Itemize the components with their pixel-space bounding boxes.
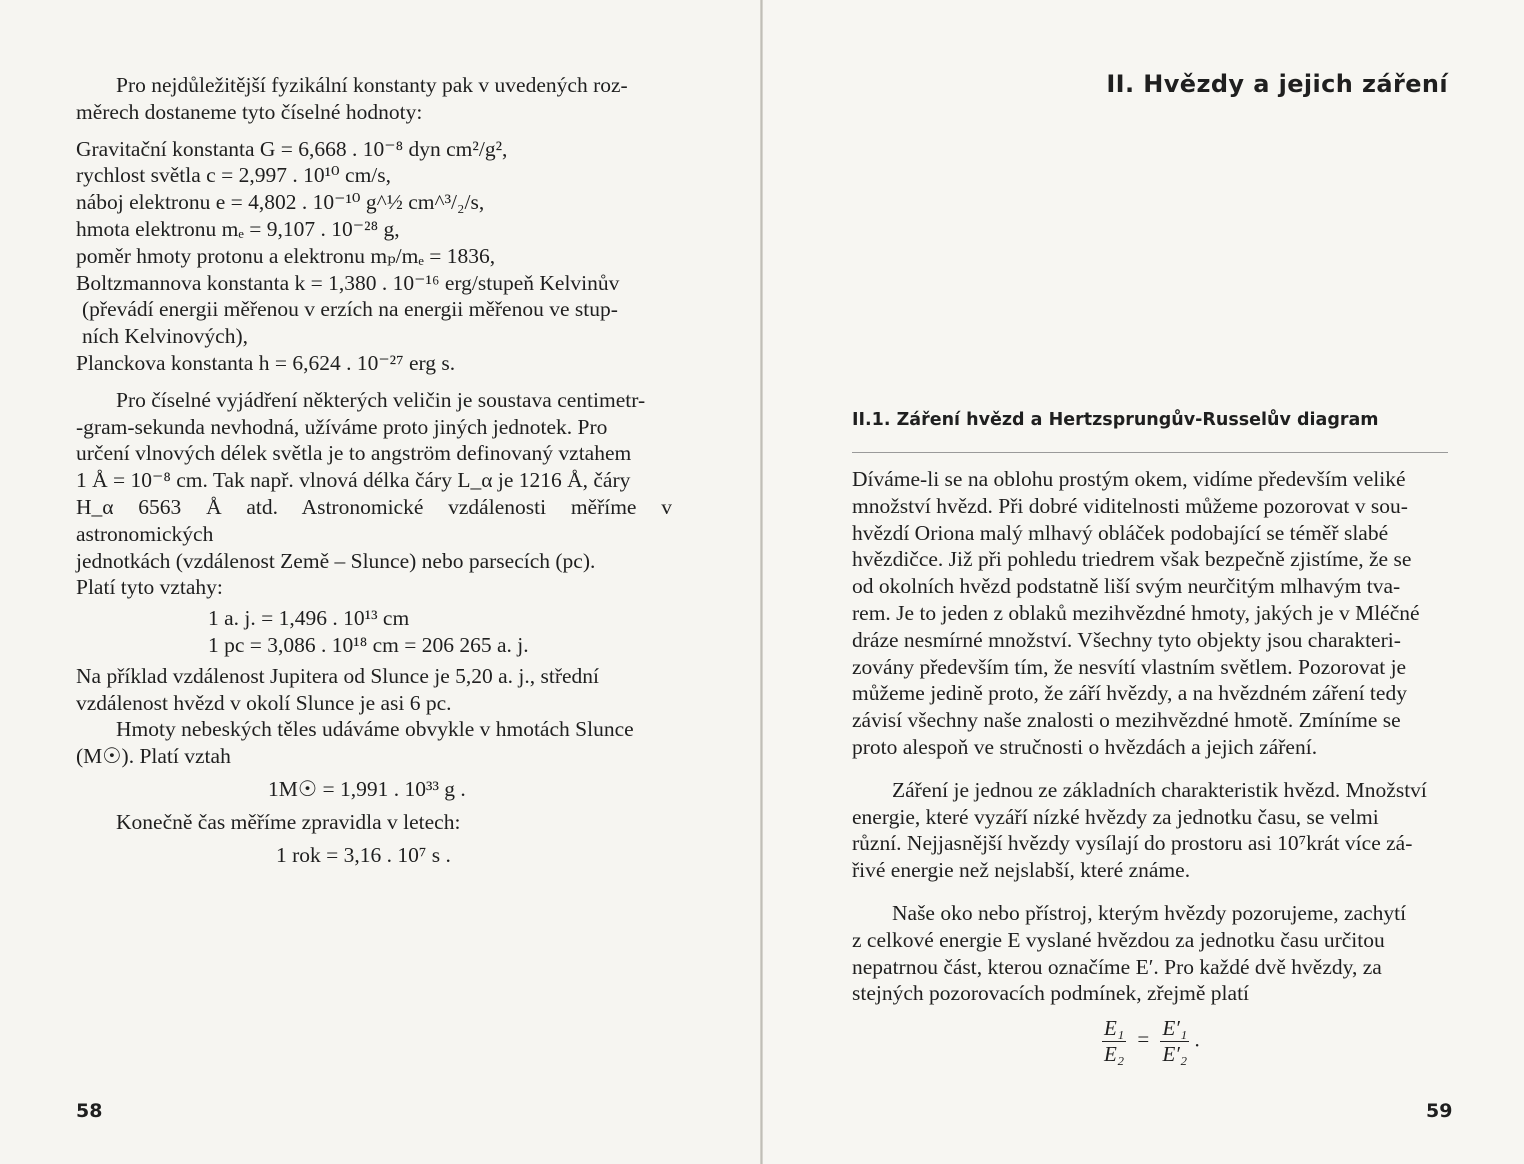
constant-line: rychlost světla c = 2,997 . 10¹⁰ cm/s,	[76, 163, 392, 188]
paragraph-line: můžeme jedině proto, že září hvězdy, a na hvězdném záření tedy	[852, 681, 1407, 706]
paragraph-line: Díváme-li se na oblohu prostým okem, vidíme především veliké	[852, 467, 1406, 491]
intro-line: Pro nejdůležitější fyzikální konstanty pak v uvedených roz-	[116, 73, 628, 97]
constant-line: Planckova konstanta h = 6,624 . 10⁻²⁷ erg s.	[76, 350, 456, 375]
paragraph-line: proto alespoň ve stručnosti o hvězdách a jejich záření.	[852, 734, 1318, 759]
fraction-numerator: E₁	[1104, 1016, 1125, 1040]
equation-pc: 1 pc = 3,086 . 10¹⁸ cm = 206 265 a. j.	[208, 632, 529, 657]
fraction-right	[1160, 1016, 1189, 1067]
paragraph-line: Konečně čas měříme zpravidla v letech:	[116, 809, 461, 834]
fraction-denominator: E₂	[1104, 1042, 1125, 1066]
equation-year: 1 rok = 3,16 . 10⁷ s .	[276, 842, 451, 867]
energy-ratio-equation	[1102, 1016, 1200, 1067]
page-number-left: 58	[76, 1100, 103, 1122]
section-rule	[852, 452, 1448, 453]
paragraph-line: Naše oko nebo přístroj, kterým hvězdy pozorujeme, zachytí	[892, 900, 1407, 925]
paragraph-line: Hmoty nebeských těles udáváme obvykle v hmotách Slunce	[116, 717, 634, 742]
paragraph-line: nepatrnou část, kterou označíme E′. Pro každé dvě hvězdy, za	[852, 954, 1382, 979]
constant-line: Boltzmannova konstanta k = 1,380 . 10⁻¹⁶ erg/stupeň Kelvinův	[76, 270, 620, 295]
constant-line: náboj elektronu e = 4,802 . 10⁻¹⁰ g^½ cm^³/₂/s,	[76, 190, 485, 215]
fraction-denominator: E′₂	[1162, 1042, 1188, 1066]
paragraph-line: z celkové energie E vyslané hvězdou za jednotku času určitou	[852, 927, 1385, 952]
paragraph-line: zovány především tím, že nesvítí vlastním světlem. Pozorovat je	[852, 654, 1407, 679]
right-page-text	[852, 466, 1448, 1007]
paragraph-line: Na příklad vzdálenost Jupitera od Slunce je 5,20 a. j., střední	[76, 663, 600, 688]
paragraph-line: určení vlnových délek světla je to angström definovaný vztahem	[76, 441, 632, 466]
paragraph-line: -gram-sekunda nevhodná, užíváme proto jiných jednotek. Pro	[76, 414, 608, 439]
paragraph-line: jednotkách (vzdálenost Země – Slunce) nebo parsecích (pc).	[76, 548, 596, 573]
paragraph-line: závisí všechny naše znalosti o mezihvězdné hmotě. Zmíníme se	[852, 708, 1401, 733]
constant-line: ních Kelvinových),	[82, 324, 248, 349]
equals-sign: =	[1137, 1027, 1150, 1052]
book-gutter	[760, 0, 763, 1164]
paragraph-line: stejných pozorovacích podmínek, zřejmě platí	[852, 981, 1250, 1006]
paragraph-line: H_α 6563 Å atd. Astronomické vzdálenosti měříme v astronomických	[76, 494, 672, 546]
equation-dot: .	[1194, 1027, 1200, 1052]
paragraph-line: od okolních hvězd podstatně liší svým neurčitým mlhavým tva-	[852, 574, 1401, 599]
intro-line: měrech dostaneme tyto číselné hodnoty:	[76, 99, 423, 124]
paragraph-line: dráze nesmírné množství. Všechny tyto objekty jsou charakteri-	[852, 627, 1401, 652]
constant-line: hmota elektronu mₑ = 9,107 . 10⁻²⁸ g,	[76, 216, 400, 241]
section-title: II.1. Záření hvězd a Hertzsprungův-Russelův diagram	[852, 410, 1379, 430]
constant-line: Gravitační konstanta G = 6,668 . 10⁻⁸ dyn cm²/g²,	[76, 136, 508, 161]
equation-sun-mass: 1M☉ = 1,991 . 10³³ g .	[268, 776, 466, 801]
paragraph-line: Platí tyto vztahy:	[76, 575, 223, 600]
fraction-numerator: E′₁	[1162, 1016, 1188, 1040]
paragraph-line: rem. Je to jeden z oblaků mezihvězdné hmoty, jakých je v Mléčné	[852, 600, 1420, 625]
paragraph-line: množství hvězd. Při dobré viditelnosti můžeme pozorovat v sou-	[852, 493, 1408, 518]
paragraph-line: vzdálenost hvězd v okolí Slunce je asi 6 pc.	[76, 690, 452, 715]
paragraph-line: různí. Nejjasnější hvězdy vysílají do prostoru asi 10⁷krát více zá-	[852, 831, 1413, 856]
left-page-text	[76, 72, 672, 868]
paragraph-line: Pro číselné vyjádření některých veličin je soustava centimetr-	[116, 387, 646, 412]
paragraph-line: energie, které vyzáří nízké hvězdy za jednotku času, se velmi	[852, 804, 1379, 829]
paragraph-line: 1 Å = 10⁻⁸ cm. Tak např. vlnová délka čáry L_α je 1216 Å, čáry	[76, 468, 631, 493]
paragraph-line: Záření je jednou ze základních charakteristik hvězd. Množství	[892, 777, 1427, 802]
chapter-title: II. Hvězdy a jejich záření	[1106, 70, 1448, 98]
paragraph-line: řivé energie než nejslabší, které známe.	[852, 858, 1191, 883]
constant-line: poměr hmoty protonu a elektronu mₚ/mₑ = 1836,	[76, 243, 496, 268]
page-number-right: 59	[1426, 1100, 1453, 1122]
paragraph-line: hvězdí Oriona malý mlhavý obláček podobající se téměř slabé	[852, 520, 1389, 545]
equation-au: 1 a. j. = 1,496 . 10¹³ cm	[208, 606, 410, 631]
paragraph-line: hvězdičce. Již při pohledu triedrem však bezpečně zjistíme, že se	[852, 547, 1412, 572]
paragraph-line: (M☉). Platí vztah	[76, 744, 231, 769]
constant-line: (převádí energii měřenou v erzích na energii měřenou ve stup-	[82, 297, 618, 322]
fraction-left	[1102, 1016, 1126, 1067]
